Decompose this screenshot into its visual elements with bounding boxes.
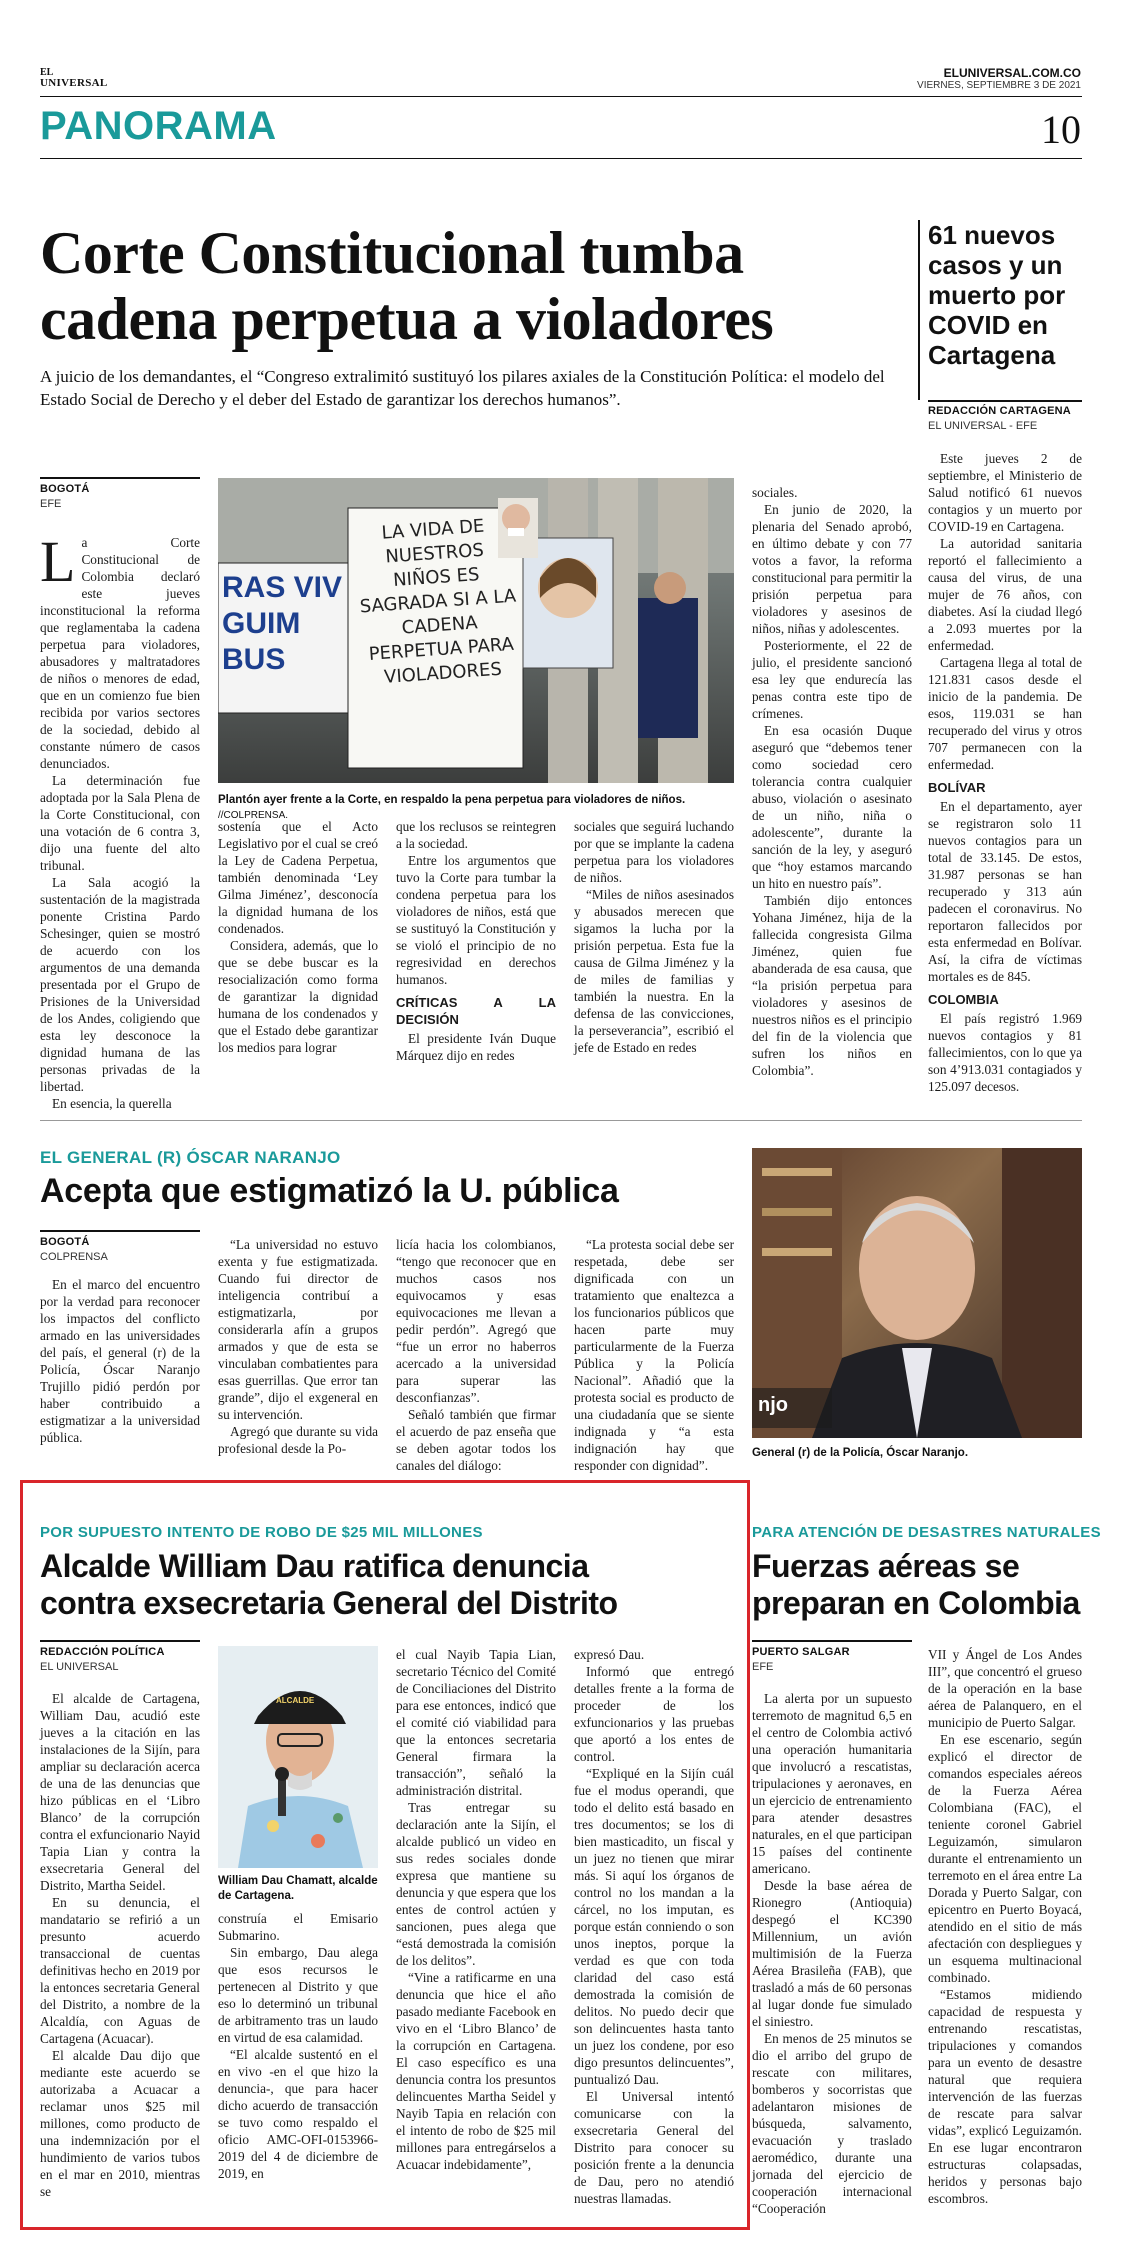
fac-col-1 (752, 1690, 912, 2217)
main-col-1 (40, 529, 200, 1112)
dau-col4-p1: expresó Dau. (574, 1647, 645, 1662)
naranjo-byline-place: BOGOTÁ (40, 1236, 90, 1248)
dau-col4-p4: El Universal intentó comunicarse con la exsecretaria General del Distrito para conocer su posición frente a la denuncia de Dau, pero no atendió nuestras llamadas. (574, 2089, 734, 2206)
naranjo-col1-p1: En el marco del encuentro por la verdad para reconocer los impactos del conflicto armado en las universidades del país, el general (r) de la Policía, Óscar Naranjo Trujillo pidió perdón por haber contribuido a estigmatizar a la universidad pública. (40, 1277, 200, 1445)
page-number: 10 (1041, 107, 1081, 152)
naranjo-col3-p1: licía hacia los colombianos, “tengo que reconocer que en muchos casos nos equivocamos y esas equivocaciones me llevan a pedir perdón”. Agregó que “fue un error no haberros acercado a la universidad para superar las desconfianzas”. (396, 1237, 556, 1405)
main-col5-p1: sociales. (752, 485, 798, 500)
fac-headline (752, 1548, 1080, 1622)
masthead-rule (40, 96, 1082, 97)
dau-col4-p2: Informó que entregó detalles frente a la forma de proceder de los exfuncionarios y las pruebas que aportó a los entes de control. (574, 1664, 734, 1764)
naranjo-photo-illustration (752, 1148, 1082, 1438)
dau-headline-line2: contra exsecretaria General del Distrito (40, 1585, 618, 1621)
dau-col-2 (218, 1910, 378, 2182)
main-col5-p5: También dijo entonces Yohana Jiménez, hija de la fallecida congresista Gilma Jiménez, quien fue abanderada de esa causa, que “la prisión perpetua para violadores y asesinos de nuestros niños es el principio del fin de la violencia que sufren los niños en Colombia”. (752, 893, 912, 1078)
fac-kicker: PARA ATENCIÓN DE DESASTRES NATURALES (752, 1524, 1101, 1541)
covid-p2: La autoridad sanitaria reportó el fallecimiento a causa del virus, de una mujer de 76 años, con diabetes. Así la ciudad llegó a 2.093 muertes por la enfermedad. (928, 536, 1082, 653)
masthead-logo (40, 68, 108, 88)
dau-byline-place: REDACCIÓN POLÍTICA (40, 1646, 165, 1658)
naranjo-photo-overlay: njo (758, 1394, 788, 1416)
main-col1-p4: En esencia, la querella (52, 1096, 172, 1111)
main-col-3 (396, 818, 556, 1064)
main-col4-p1: sociales que seguirá luchando por que se implante la cadena perpetua para los violadores de niños. (574, 819, 734, 885)
naranjo-col-2 (218, 1236, 378, 1457)
naranjo-col4-p1: “La protesta social debe ser respetada, debe ser dignificada con un tratamiento que enaltezca a los funcionarios públicos que hacen parte muy particularmente de la Fuerza Pública y la Policía Nacional”. Añadió que la protesta social es producto de una ciudadanía que se siente indignada y “a esta indignación hay que responder con dignidad”. (574, 1237, 734, 1473)
main-photo-caption-text: Plantón ayer frente a la Corte, en respaldo la pena perpetua para violadores de niños. (218, 794, 686, 806)
main-headline (40, 220, 920, 352)
dau-col3-p3: “Vine a ratificarme en una denuncia que hice el año pasado mediante Facebook en vivo en el ‘Libro Blanco’ de la corrupción en Cartagena. El caso específico es una denuncia contra los presuntos delincuentes Martha Seidel y Nayib Tapia en relación con el intento de robo de $25 mil millones para entregárselos a Acuacar indebidamente”, (396, 1970, 556, 2172)
dau-photo-cap-text: ALCALDE (276, 1696, 315, 1705)
covid-body (928, 450, 1082, 1095)
main-byline-source: EFE (40, 498, 62, 510)
main-col1-p1: a Corte Constitucional de Colombia declaró este jueves inconstitucional la reforma que reglamentaba la cadena perpetua para violadores, abusadores y maltratadores de niños o menores de edad, que en un comienzo fue bien recibida por varios sectores de la sociedad, debido al constante número de casos denunciados. (40, 535, 200, 771)
fac-byline-source: EFE (752, 1661, 774, 1673)
main-col5-p2: En junio de 2020, la plenaria del Senado aprobó, en último debate y con 77 votos a favor, la reforma constitucional para permitir la prisión perpetua para violadores y asesinos de niños, niñas y adolescentes. (752, 502, 912, 636)
covid-subhead-bolivar: BOLÍVAR (928, 780, 986, 795)
fac-col2-p2: En ese escenario, según explicó el director de comandos especiales aéreos de la Fuerza Aérea Colombiana (FAC), el teniente coronel Gabriel Leguizamón, simularon durante el entrenamiento un terremoto en el área entre La Dorada y Puerto Salgar, con epicentro en Puerto Boyacá, atendido en el sitio de más afectación con despliegues y un esquema multinacional combinado. (928, 1732, 1082, 1985)
main-col1-p2: La determinación fue adoptada por la Sala Plena de la Corte Constitucional, con una votación de 6 contra 3, dijo una fuente del alto tribunal. (40, 773, 200, 873)
fac-byline-place: PUERTO SALGAR (752, 1646, 850, 1658)
naranjo-col2-p2: Agregó que durante su vida profesional desde la Po- (218, 1424, 378, 1456)
main-col5-p4: En esa ocasión Duque aseguró que “debemos tener como sociedad cero tolerancia contra cualquier abuso, violación o asesinato de un niño, niña o adolescente”, durante la sanción de la ley, y aseguró que “hoy estamos marcando un hito en nuestro país”. (752, 723, 912, 891)
masthead-site[interactable]: ELUNIVERSAL.COM.CO (943, 66, 1081, 80)
fac-col-2 (928, 1646, 1082, 2207)
main-col2-p1: sostenía que el Acto Legislativo por el cual se creó la Ley de Cadena Perpetua, también denominada ‘Ley Gilma Jiménez’, desconocía la dignidad humana de los condenados. (218, 819, 378, 936)
logo-line1: EL (40, 67, 54, 78)
naranjo-headline: Acepta que estigmatizó la U. pública (40, 1172, 619, 1210)
naranjo-col-3 (396, 1236, 556, 1474)
main-photo-banner: RAS VIV GUIM BUS (222, 571, 343, 676)
dau-col-1 (40, 1690, 200, 2200)
dau-kicker: POR SUPUESTO INTENTO DE ROBO DE $25 MIL MILLONES (40, 1524, 483, 1541)
dau-col2-p3: “El alcalde sustentó en el en vivo -en el que hizo la denuncia-, que para hacer dicho acuerdo de transacción se tuvo como respaldo el oficio AMC-OFI-0153966-2019 del 4 de diciembre de 2019, en (218, 2047, 378, 2181)
dau-col3-p1: el cual Nayib Tapia Lian, secretario Técnico del Comité de Conciliaciones del Distrito para ese entonces, indicó que el comité ció viabilidad para que la entonces secretaria General firmara la transacción”, señaló la administración distrital. (396, 1647, 556, 1798)
main-col-4 (574, 818, 734, 1056)
covid-p5: El país registró 1.969 nuevos contagios y 81 fallecimientos, con lo que ya son 4’913.031 contagiados y 125.097 decesos. (928, 1011, 1082, 1094)
main-photo-sign: LA VIDA DE NUESTROS NIÑOS ES SAGRADA SI A LA CADENA PERPETUA PARA VIOLADORES (359, 515, 517, 688)
fac-col2-p3: “Estamos midiendo capacidad de respuesta y entrenando rescatistas, tripulaciones y comandos para un evento de desastre natural que requiera intervención de las fuerzas de rescate para salvar vidas”, explicó Leguizamón. En ese lugar encontraron estructuras colapsadas, heridos y personas bajo escombros. (928, 1987, 1082, 2206)
masthead-date: VIERNES, SEPTIEMBRE 3 DE 2021 (917, 80, 1081, 91)
dau-col2-p1: construía el Emisario Submarino. (218, 1911, 378, 1943)
logo-line2: UNIVERSAL (40, 77, 108, 89)
main-headline-line1: Corte Constitucional tumba (40, 220, 744, 286)
main-col3-subhead: CRÍTICAS A LA DECISIÓN (396, 995, 556, 1027)
dau-photo-caption: William Dau Chamatt, alcalde de Cartagena. (218, 1875, 378, 1902)
covid-headline: 61 nuevos casos y un muerto por COVID en Cartagena (928, 220, 1066, 370)
dau-col-3 (396, 1646, 556, 2173)
main-col-5 (752, 484, 912, 1079)
covid-byline-rule (928, 400, 1082, 402)
dau-byline-rule (40, 1640, 200, 1642)
naranjo-col2-p1: “La universidad no estuvo exenta y fue estigmatizada. Cuando fui director de inteligencia contribuí a estigmatizarla, por considerarla afín a grupos armados y que de esta se vinculaban combatientes para esas guerrillas. Que error tan grande”, dijo el exgeneral en su intervención. (218, 1237, 378, 1422)
main-col1-p3: La Sala acogió la sustentación de la magistrada ponente Cristina Pardo Schesinger, quien se mostró de acuerdo con los argumentos de una demanda presentada por el Grupo de Prisiones de la Universidad de los Andes, coligiendo que esta ley desconoce la dignidad humana de las personas privadas de la libertad. (40, 875, 200, 1094)
main-col5-p3: Posteriormente, el 22 de julio, el presidente sancionó esa ley que endurecía las penas contra este tipo de crímenes. (752, 638, 912, 721)
naranjo-byline-source: COLPRENSA (40, 1251, 108, 1263)
covid-p1: Este jueves 2 de septiembre, el Ministerio de Salud notificó 61 nuevos contagios y un muerto por COVID-19 en Cartagena. (928, 451, 1082, 534)
main-photo (218, 478, 734, 783)
section-separator-1 (40, 1120, 1082, 1121)
main-byline-rule (40, 477, 200, 479)
covid-p3: Cartagena llega al total de 121.831 casos desde el inicio de la pandemia. De esos, 119.031 se han recuperado del virus y otros 707 permanecen con la enfermedad. (928, 655, 1082, 772)
main-deck: A juicio de los demandantes, el “Congreso extralimitó sustituyó los pilares axiales de la Constitución Política: el modelo del Estado Social de Derecho y el deber del Estado de garantizar los derechos humanos”. (40, 367, 885, 409)
naranjo-col3-p2: Señaló también que firmar el acuerdo de paz enseña que se deben agotar todos los canales del diálogo: (396, 1407, 556, 1473)
covid-side-rule (918, 220, 920, 400)
dau-col1-p3: El alcalde Dau dijo que mediante este acuerdo se autorizaba a Acuacar a reclamar unos $25 mil millones, como producto de una indemnización por el hundimiento de varios tubos en el mar en 2010, mientras se (40, 2048, 200, 2199)
dau-col-4 (574, 1646, 734, 2207)
naranjo-kicker: EL GENERAL (R) ÓSCAR NARANJO (40, 1148, 341, 1167)
main-dropcap: L (40, 529, 76, 594)
fac-col2-p1: VII y Ángel de Los Andes III”, que concentró el grueso de la operación en la base aérea de Palanquero, en el municipio de Puerto Salgar. (928, 1647, 1082, 1730)
naranjo-photo (752, 1148, 1082, 1438)
section-title: PANORAMA (40, 104, 277, 148)
main-col4-p2: “Miles de niños asesinados y abusados merecen que sigamos la lucha por la prisión perpetua. Esta fue la causa de Gilma Jiménez y la de miles de familias y también la nuestra. En la defensa de las convicciones, la perseverancia”, escribió el jefe de Estado en redes (574, 887, 734, 1055)
dau-photo-illustration (218, 1646, 378, 1868)
naranjo-byline-rule (40, 1230, 200, 1232)
main-col3-p3: El presidente Iván Duque Márquez dijo en redes (396, 1031, 556, 1063)
main-byline-place: BOGOTÁ (40, 483, 90, 495)
covid-byline-source: EL UNIVERSAL - EFE (928, 420, 1038, 432)
dau-headline-line1: Alcalde William Dau ratifica denuncia (40, 1548, 589, 1584)
dau-headline (40, 1548, 618, 1622)
main-photo-credit: //COLPRENSA. (218, 810, 289, 821)
dau-col3-p2: Tras entregar su declaración ante la Sijín, el alcalde publicó un video en sus redes sociales donde expresa que mantiene su denuncia y que espera que los entes de control actúen y sancionen, pues alega que “está demostrada la comisión de los delitos”. (396, 1800, 556, 1968)
fac-col1-p1: La alerta por un supuesto terremoto de magnitud 6,5 en el centro de Colombia activó una operación humanitaria que involucró a rescatistas, tripulaciones y aeronaves, en un ejercicio de entrenamiento para atender desastres naturales, en el que participan 15 países del continente americano. (752, 1691, 912, 1876)
fac-headline-line2: preparan en Colombia (752, 1585, 1080, 1621)
main-col3-p2: Entre los argumentos que tuvo la Corte para tumbar la condena perpetua para los violadores de niños, está que se sustituyó la Constitución y se violó el principio de no regresividad en derechos humanos. (396, 853, 556, 987)
naranjo-col-1 (40, 1276, 200, 1446)
main-headline-line2: cadena perpetua a violadores (40, 286, 774, 352)
dau-col4-p3: “Expliqué en la Sijín cuál fue el modus operandi, que todo el delito está basado en tres documentos; se los di bien masticadito, un fiscal y un juez no tienen que mirar más. Si aquí los órganos de control no los mandan a la cárcel, no los imputan, es porque están conniendo o son unos ineptos, porque la verdad es que con toda claridad del caso está demostrada la comisión de delitos. No puedo decir que son delincuentes hasta tanto un juez los condene, por eso digo presuntos delincuentes”, puntualizó Dau. (574, 1766, 734, 2087)
main-col2-p2: Considera, además, que lo que se debe buscar es la resocialización como forma de garantizar la dignidad humana de los condenados y que el Estado debe garantizar los medios para lograr (218, 938, 378, 1055)
main-col-2 (218, 818, 378, 1056)
fac-col1-p3: En menos de 25 minutos se dio el arribo del grupo de rescate con militares, bomberos y socorristas que adelantaron misiones de búsqueda, salvamento, evacuación y traslado aeromédico, durante una jornada del ejercicio de cooperación internacional “Cooperación (752, 2031, 912, 2216)
dau-photo (218, 1646, 378, 1868)
covid-p4: En el departamento, ayer se registraron solo 11 nuevos contagios para un total de 33.145. De estos, 31.987 personas se han recuperado y 313 aún padecen el coronavirus. No reportaron fallecidos por esta enfermedad en Bolívar. Así, la cifra de víctimas mortales es de 845. (928, 799, 1082, 984)
fac-col1-p2: Desde la base aérea de Rionegro (Antioquia) despegó el KC390 Millennium, un avión multimisión de la Fuerza Aérea Brasileña (FAB), que trasladó a más de 60 personas al lugar donde fue simulado el siniestro. (752, 1878, 912, 2029)
dau-col1-p1: El alcalde de Cartagena, William Dau, acudió este jueves a la citación en las instalaciones de la Sijín, para ampliar su declaración acerca de una de las denuncias que hizo públicas en el ‘Libro Blanco’ de la corrupción contra el exfuncionario Nayid Tapia Lian y contra la exsecretaria General del Distrito, Martha Seidel. (40, 1691, 200, 1893)
dau-col1-p2: En su denuncia, el mandatario se refirió a un presunto acuerdo transaccional de cuentas definitivas hecho en 2019 por la entonces secretaria General del Distrito, a nombre de la Alcaldía, con Aguas de Cartagena (Acuacar). (40, 1895, 200, 2046)
naranjo-photo-caption: General (r) de la Policía, Óscar Naranjo. (752, 1447, 969, 1459)
dau-byline-source: EL UNIVERSAL (40, 1661, 119, 1673)
naranjo-col-4 (574, 1236, 734, 1474)
covid-subhead-colombia: COLOMBIA (928, 992, 999, 1007)
covid-byline-place: REDACCIÓN CARTAGENA (928, 405, 1071, 417)
fac-headline-line1: Fuerzas aéreas se (752, 1548, 1020, 1584)
section-rule (40, 158, 1082, 159)
dau-col2-p2: Sin embargo, Dau alega que esos recursos le pertenecen al Distrito y que eso lo determinó un tribunal de arbitramento tras un laudo en virtud de esa calamidad. (218, 1945, 378, 2045)
main-col3-p1: que los reclusos se reintegren a la sociedad. (396, 819, 556, 851)
fac-byline-rule (752, 1640, 912, 1642)
